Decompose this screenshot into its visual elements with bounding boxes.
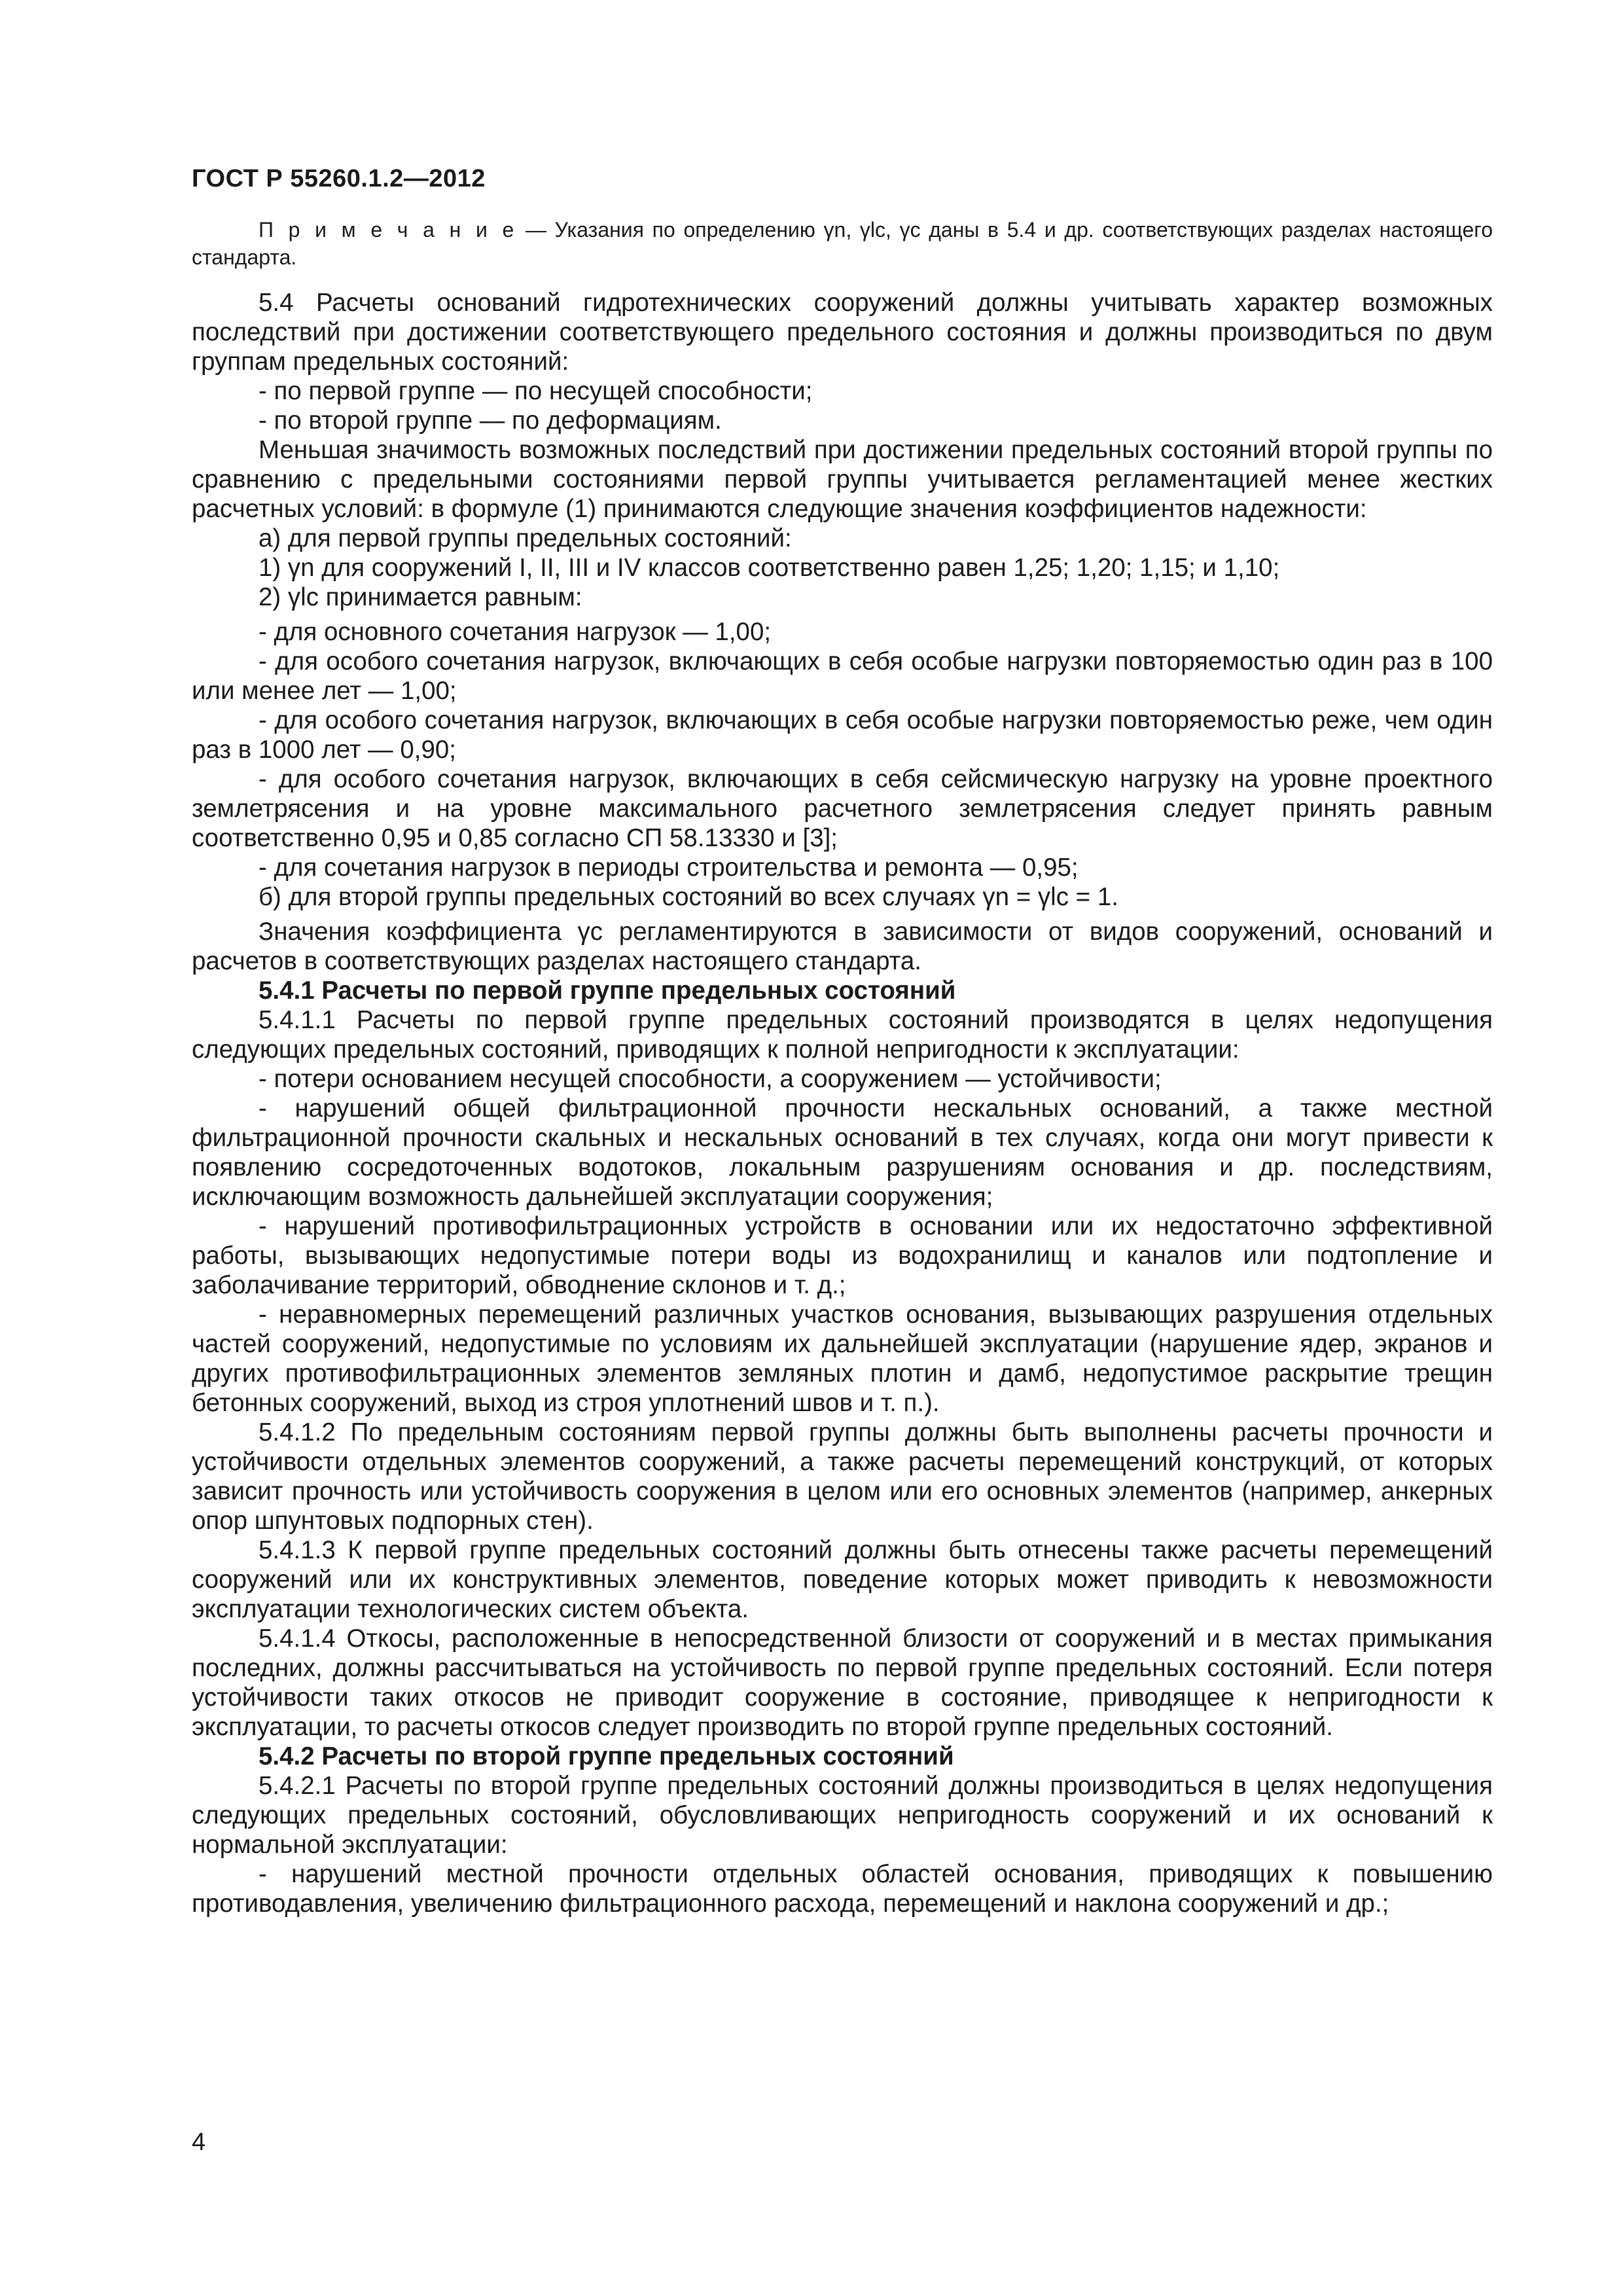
list-item: - по второй группе — по деформациям. [259, 406, 722, 435]
list-item: - неравномерных перемещений различных участков основания, вызывающих разрушения отдельных частей сооружений, недопустимые по условиям их дальнейшей эксплуатации (нарушение ядер, экранов и других противофильтрационных элементов земляных плотин и дамб, недопустимое раскрытие трещин бетонных сооружений, выход из строя уплотнений швов и т. п.). [192, 1300, 1493, 1417]
paragraph: Меньшая значимость возможных последствий при достижении предельных состояний второй группы по сравнению с предельными состояниями первой группы учитывается регламентацией менее жестких расчетных условий: в формуле (1) принимаются следующие значения коэффициентов надежности: [192, 436, 1493, 523]
section-heading-5-4-2: 5.4.2 Расчеты по второй группе предельных состояний [259, 1742, 954, 1770]
list-item: - для особого сочетания нагрузок, включающих в себя особые нагрузки повторяемостью один раз в 100 или менее лет — 1,00; [192, 647, 1493, 705]
list-item: - нарушений противофильтрационных устройств в основании или их недостаточно эффективной работы, вызывающих недопустимые потери воды из водохранилищ и каналов или подтопление и заболачивание территорий, обводнение склонов и т. д.; [192, 1212, 1493, 1299]
list-item: - потери основанием несущей способности, а сооружением — устойчивости; [259, 1065, 1162, 1093]
page-number: 4 [192, 2128, 206, 2156]
paragraph-5-4-1-4: 5.4.1.4 Откосы, расположенные в непосредственной близости от сооружений и в местах примыкания последних, должны рассчитываться на устойчивость по первой группе предельных состояний. Если потеря устойчивости таких откосов не приводит сооружение в состояние, приводящее к непригодности к эксплуатации, то расчеты откосов следует производить по второй группе предельных состояний. [192, 1624, 1493, 1741]
paragraph-5-4-1-2: 5.4.1.2 По предельным состояниям первой группы должны быть выполнены расчеты прочности и устойчивости отдельных элементов сооружений, а также расчеты перемещений конструкций, от которых зависит прочность или устойчивость сооружения в целом или его основных элементов (например, анкерных опор шпунтовых подпорных стен). [192, 1418, 1493, 1535]
list-item: - для особого сочетания нагрузок, включающих в себя особые нагрузки повторяемостью реже, чем один раз в 1000 лет — 0,90; [192, 706, 1493, 764]
list-item: - по первой группе — по несущей способности; [259, 377, 813, 405]
list-item: 1) γn для сооружений I, II, III и IV классов соответственно равен 1,25; 1,20; 1,15; и 1,10; [259, 554, 1280, 582]
list-item: 2) γlc принимается равным: [259, 583, 582, 611]
list-item: - нарушений местной прочности отдельных областей основания, приводящих к повышению противодавления, увеличению фильтрационного расхода, перемещений и наклона сооружений и др.; [192, 1860, 1493, 1918]
note-label: П р и м е ч а н и е [259, 218, 518, 242]
note-text: — Указания по определению γn, γlc, γc даны в 5.4 и др. соответствующих разделах настоящего стандарта. [192, 218, 1493, 269]
paragraph-5-4-1-3: 5.4.1.3 К первой группе предельных состояний должны быть отнесены также расчеты перемещений сооружений или их конструктивных элементов, поведение которых может приводить к невозможности эксплуатации технологических систем объекта. [192, 1536, 1493, 1623]
list-item: - для сочетания нагрузок в периоды строительства и ремонта — 0,95; [259, 853, 1079, 882]
paragraph-5-4-2-1: 5.4.2.1 Расчеты по второй группе предельных состояний должны производиться в целях недопущения следующих предельных состояний, обусловливающих непригодность сооружений и их оснований к нормальной эксплуатации: [192, 1772, 1493, 1859]
paragraph-5-4: 5.4 Расчеты оснований гидротехнических сооружений должны учитывать характер возможных последствий при достижении соответствующего предельного состояния и должны производиться по двум группам предельных состояний: [192, 289, 1493, 376]
paragraph: Значения коэффициента γc регламентируются в зависимости от видов сооружений, оснований и расчетов в соответствующих разделах настоящего стандарта. [192, 918, 1493, 975]
section-heading-5-4-1: 5.4.1 Расчеты по первой группе предельных состояний [259, 977, 956, 1005]
paragraph-5-4-1-1: 5.4.1.1 Расчеты по первой группе предельных состояний производятся в целях недопущения следующих предельных состояний, приводящих к полной непригодности к эксплуатации: [192, 1006, 1493, 1064]
list-item: б) для второй группы предельных состояний во всех случаях γn = γlc = 1. [259, 883, 1118, 911]
list-item: - для основного сочетания нагрузок — 1,00; [259, 618, 772, 646]
document-header: ГОСТ Р 55260.1.2—2012 [192, 165, 486, 192]
list-item: - для особого сочетания нагрузок, включающих в себя сейсмическую нагрузку на уровне проектного землетрясения и на уровне максимального расчетного землетрясения следует принять равным соответственно 0,95 и 0,85 согласно СП 58.13330 и [3]; [192, 765, 1493, 852]
list-item: а) для первой группы предельных состояний: [259, 524, 792, 552]
note-paragraph [192, 216, 1493, 271]
list-item: - нарушений общей фильтрационной прочности нескальных оснований, а также местной фильтрационной прочности скальных и нескальных оснований в тех случаях, когда они могут привести к появлению сосредоточенных водотоков, локальным разрушениям основания и др. последствиям, исключающим возможность дальнейшей эксплуатации сооружения; [192, 1094, 1493, 1211]
document-body [192, 216, 1493, 1918]
